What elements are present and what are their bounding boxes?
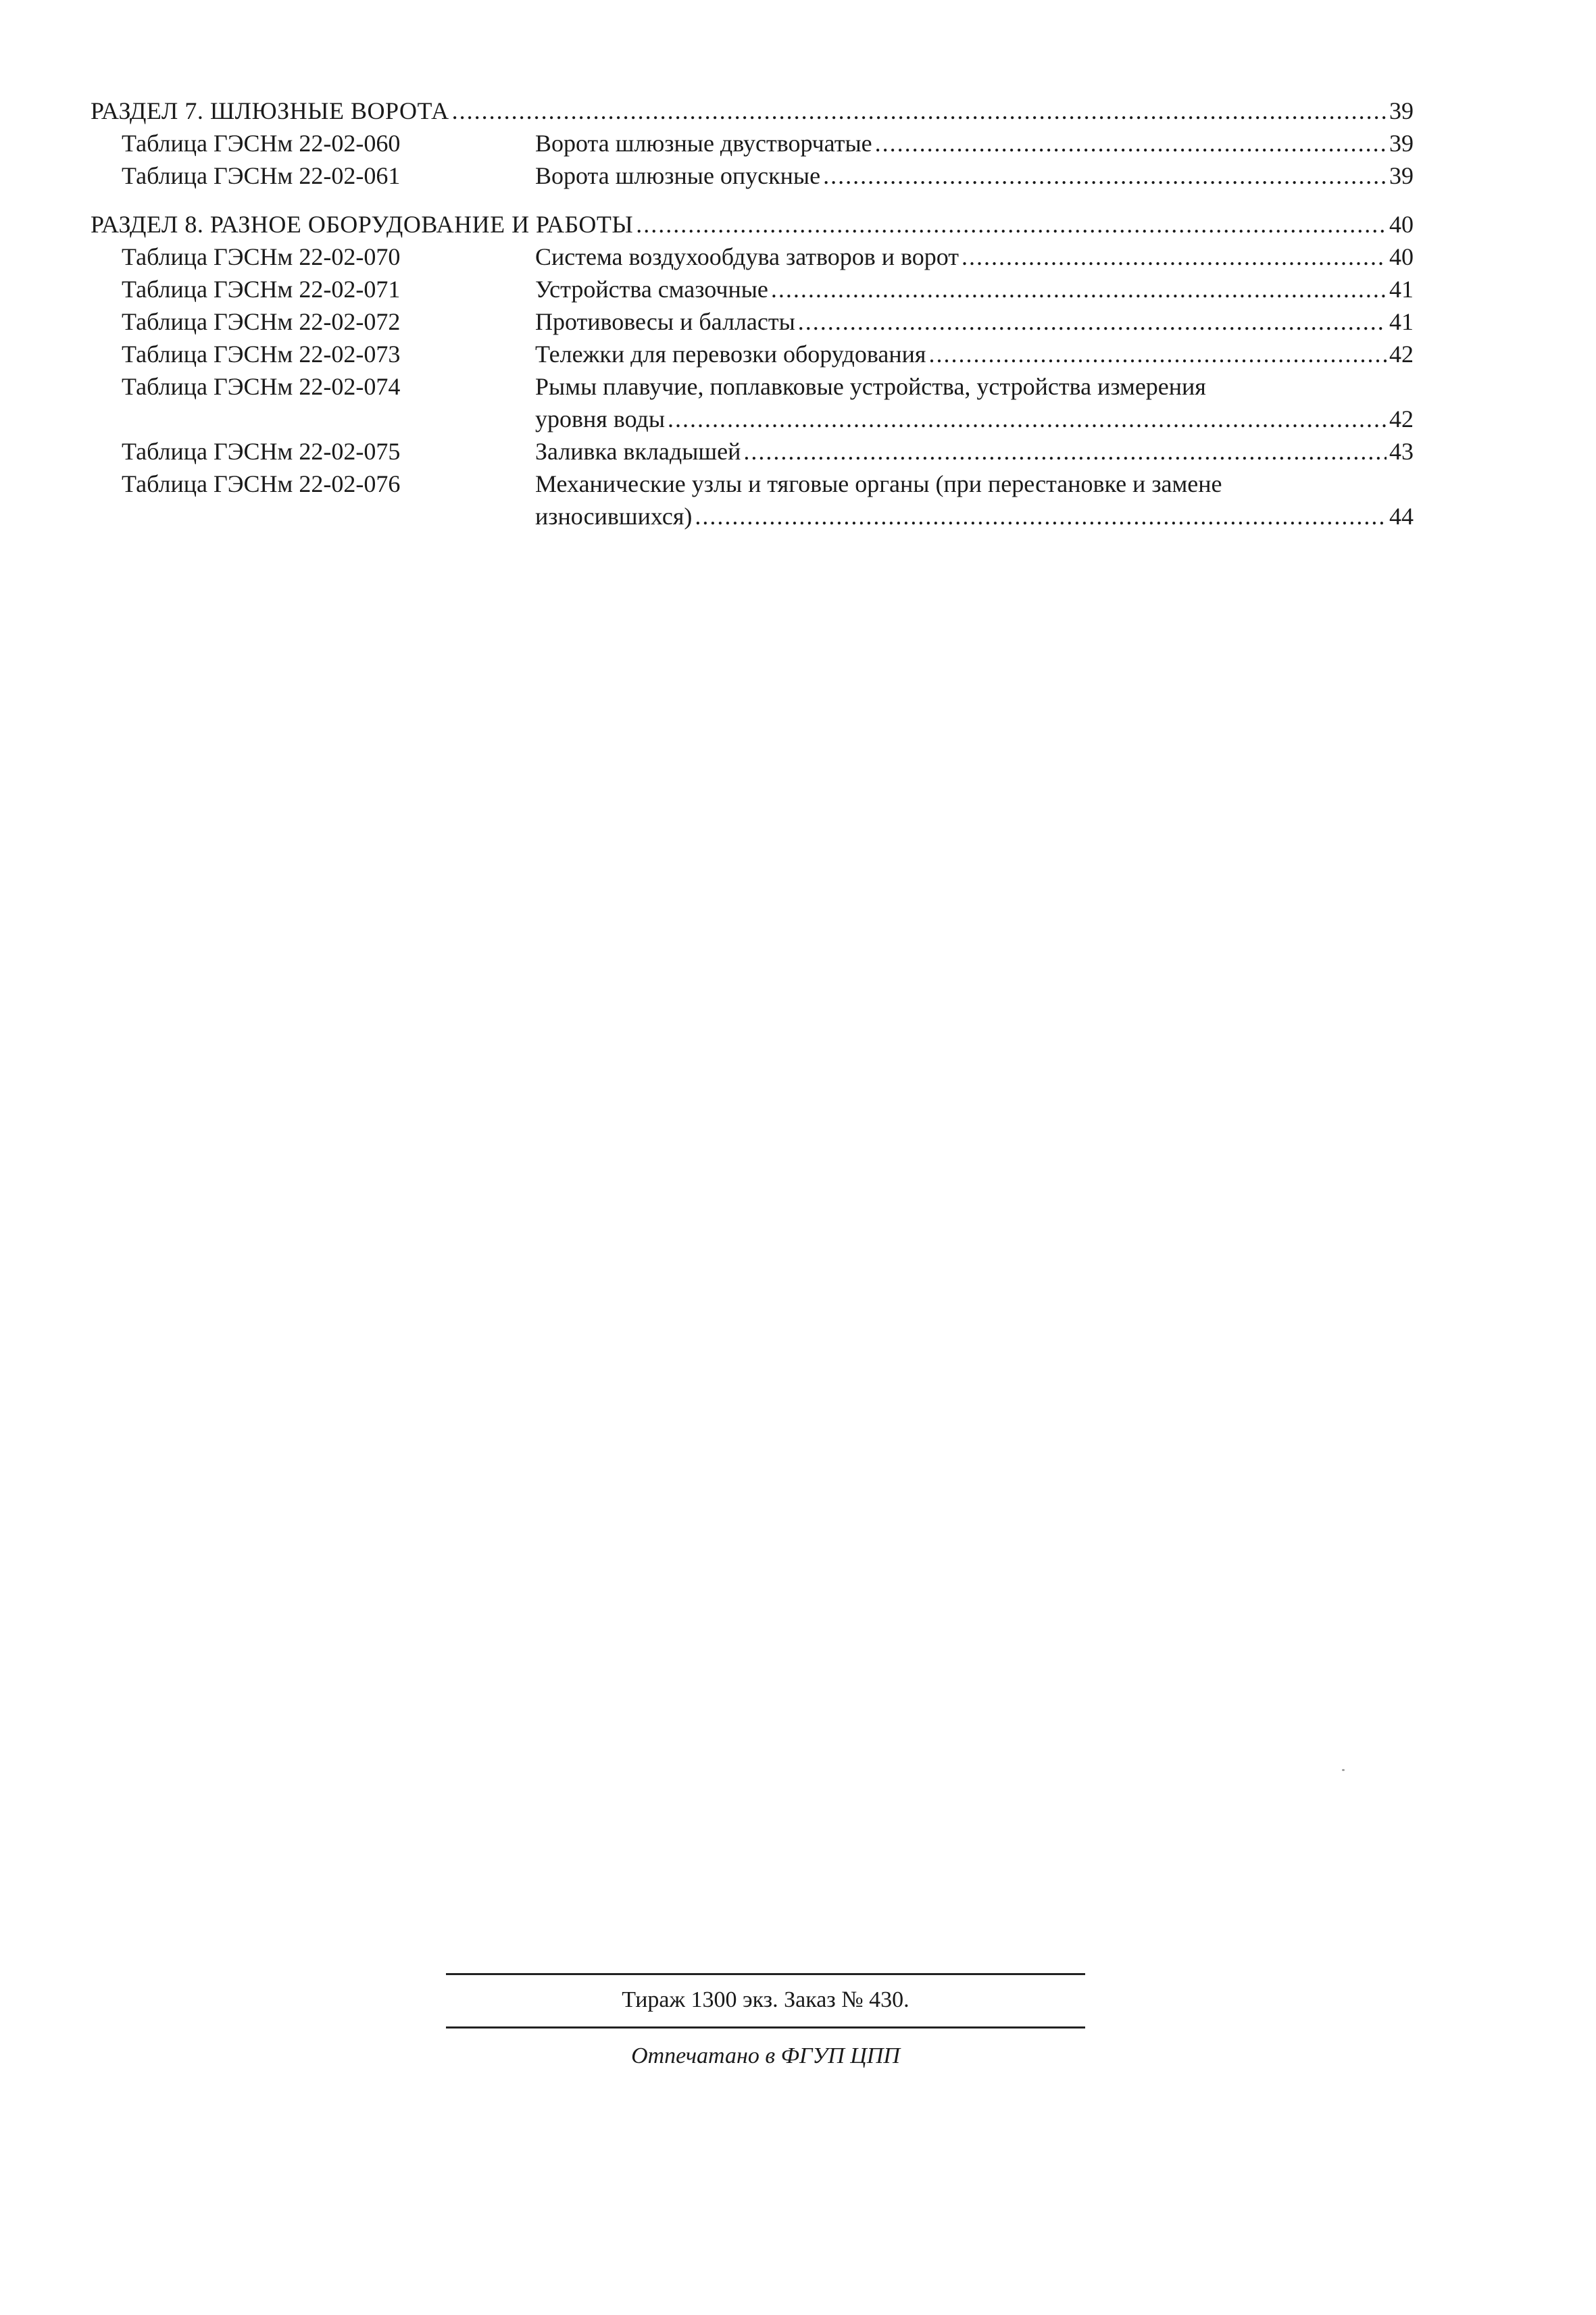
entry-title-last-line [535,338,1414,370]
entry-title-last-line [535,305,1414,338]
table-of-contents [91,95,1414,532]
dot-leader [771,273,1387,305]
toc-entry [91,241,1414,273]
page-number: 41 [1389,308,1414,335]
page-number: 39 [1389,130,1414,157]
entry-title [535,127,1414,159]
printed-by-text: Отпечатано в ФГУП ЦПП [631,2043,900,2068]
entry-title-text: Ворота шлюзные двустворчатые [535,130,872,157]
toc-entry [91,338,1414,370]
entry-title-text: Тележки для перевозки оборудования [535,341,926,368]
entry-title-last-line [535,127,1414,159]
entry-title [535,370,1414,435]
page-number: 41 [1389,276,1414,303]
entry-title-text: Устройства смазочные [535,276,768,303]
table-code: Таблица ГЭСНм 22-02-075 [122,438,401,465]
entry-title-line: Механические узлы и тяговые органы (при перестановке и замене [535,470,1222,497]
entry-title-last-line [535,435,1414,468]
toc-section [91,95,1414,192]
imprint [446,1973,1085,2069]
page-number: 44 [1389,503,1414,530]
table-code: Таблица ГЭСНм 22-02-070 [122,243,401,270]
table-code: Таблица ГЭСНм 22-02-061 [122,162,401,189]
print-run-text: Тираж 1300 экз. Заказ № 430. [622,1987,909,2012]
page-number: 43 [1389,438,1414,465]
section-heading [91,208,1414,241]
toc-entry [91,370,1414,435]
entry-title-last-line [535,273,1414,305]
entry-title-last-line [535,159,1414,192]
entry-title [535,241,1414,273]
entry-title [535,305,1414,338]
entry-title-text: уровня воды [535,405,666,432]
entry-title [535,468,1414,532]
page-number: 39 [1389,97,1414,124]
entry-title [535,273,1414,305]
section-title: РАЗДЕЛ 7. ШЛЮЗНЫЕ ВОРОТА [91,97,449,124]
dot-leader [743,435,1387,468]
dot-leader [668,403,1387,435]
toc-entry [91,159,1414,192]
toc-entry [91,305,1414,338]
section-title: РАЗДЕЛ 8. РАЗНОЕ ОБОРУДОВАНИЕ И РАБОТЫ [91,211,634,238]
entry-title-text: износившихся) [535,503,693,530]
toc-section [91,208,1414,532]
entry-title-text: Система воздухообдува затворов и ворот [535,243,959,270]
entry-title-line: Рымы плавучие, поплавковые устройства, устройства измерения [535,373,1206,400]
entry-title-text: Заливка вкладышей [535,438,741,465]
table-code: Таблица ГЭСНм 22-02-071 [122,276,401,303]
table-code: Таблица ГЭСНм 22-02-060 [122,130,401,157]
table-code: Таблица ГЭСНм 22-02-074 [122,373,401,400]
table-code: Таблица ГЭСНм 22-02-076 [122,470,401,497]
dot-leader [636,208,1387,241]
entry-title [535,435,1414,468]
toc-entry [91,273,1414,305]
dot-leader [695,500,1387,532]
toc-entry [91,468,1414,532]
dot-leader [928,338,1387,370]
scan-speck [1342,1769,1345,1771]
entry-title [535,338,1414,370]
page-number: 40 [1389,211,1414,238]
entry-title-last-line [535,500,1414,532]
table-code: Таблица ГЭСНм 22-02-073 [122,341,401,368]
page-number: 39 [1389,162,1414,189]
toc-entry [91,127,1414,159]
dot-leader [875,127,1387,159]
section-heading [91,95,1414,127]
page-number: 42 [1389,405,1414,432]
page-number: 40 [1389,243,1414,270]
dot-leader [823,159,1387,192]
dot-leader [962,241,1387,273]
entry-title-last-line [535,241,1414,273]
dot-leader [452,95,1387,127]
entry-title-text: Противовесы и балласты [535,308,795,335]
entry-title-last-line [535,403,1414,435]
table-code: Таблица ГЭСНм 22-02-072 [122,308,401,335]
page-number: 42 [1389,341,1414,368]
entry-title-text: Ворота шлюзные опускные [535,162,821,189]
entry-title [535,159,1414,192]
dot-leader [798,305,1387,338]
toc-entry [91,435,1414,468]
